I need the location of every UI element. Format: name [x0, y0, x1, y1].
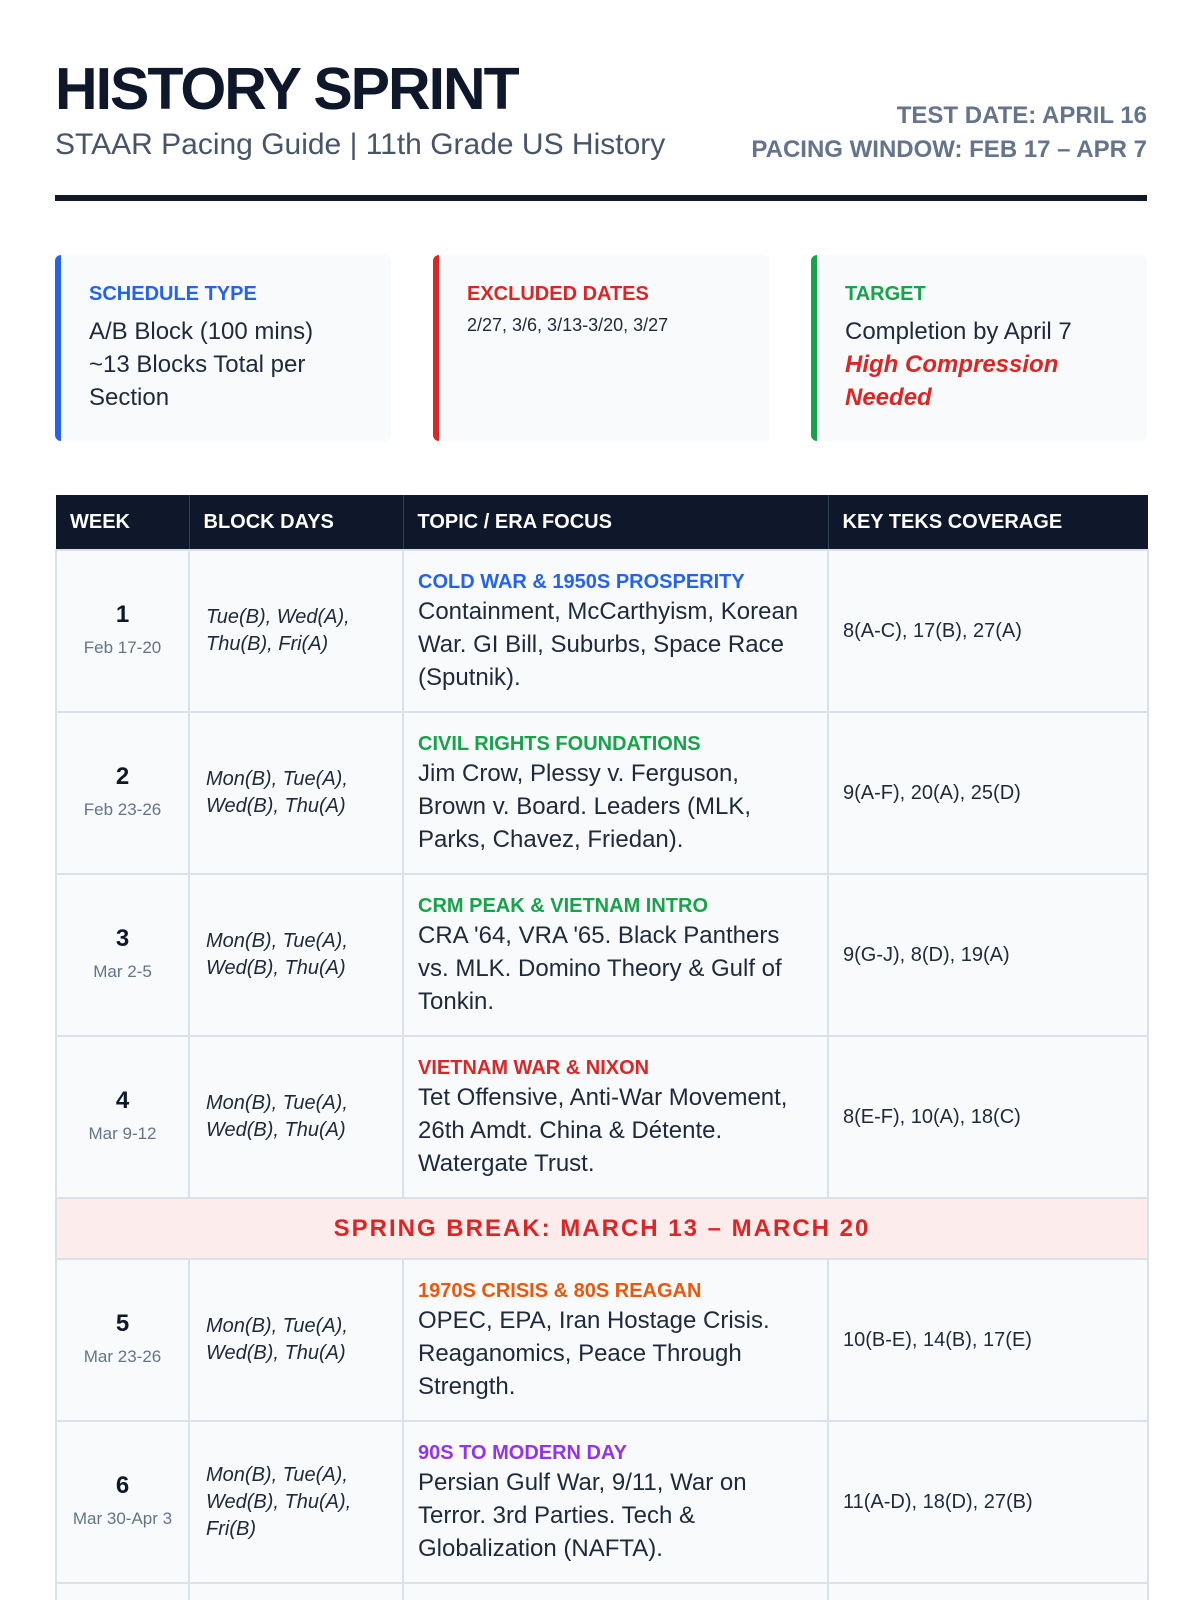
week-number: 2	[115, 762, 130, 790]
table-cell	[403, 1583, 828, 1600]
topic-title: CRM PEAK & VIETNAM INTRO	[418, 894, 708, 917]
week-dates: Mar 30-Apr 3	[72, 1508, 173, 1528]
info-cards	[55, 255, 1147, 441]
week-dates: Mar 23-26	[83, 1346, 162, 1366]
week-dates: Feb 17-20	[83, 637, 162, 657]
topic-description: CRA '64, VRA '65. Black Panthers vs. MLK. Domino Theory & Gulf of Tonkin.	[418, 921, 782, 1015]
pacing-window: PACING WINDOW: FEB 17 – APR 7	[751, 136, 1147, 163]
table-row	[56, 1259, 1148, 1421]
topic-description: Tet Offensive, Anti-War Movement, 26th Amdt. China & Détente. Watergate Trust.	[418, 1083, 788, 1177]
excluded-dates-card	[433, 255, 769, 441]
test-date: TEST DATE: APRIL 16	[896, 102, 1147, 129]
target-card	[811, 255, 1147, 441]
topic-cell	[403, 1036, 828, 1198]
spring-break-label: SPRING BREAK: MARCH 13 – MARCH 20	[56, 1198, 1148, 1259]
card-label: EXCLUDED DATES	[467, 283, 649, 305]
week-dates: Mar 2-5	[93, 961, 152, 981]
table-row	[56, 712, 1148, 874]
topic-cell	[403, 1259, 828, 1421]
week-cell	[56, 1036, 189, 1198]
block-days: Mon(B), Tue(A), Wed(B), Thu(A), Fri(B)	[189, 1421, 403, 1583]
week-dates: Feb 23-26	[83, 799, 162, 819]
topic-title: VIETNAM WAR & NIXON	[418, 1056, 650, 1079]
week-cell	[56, 550, 189, 712]
week-number: 5	[115, 1309, 130, 1337]
block-days: Mon(B), Tue(A), Wed(B), Thu(A)	[189, 874, 403, 1036]
card-body: A/B Block (100 mins) ~13 Blocks Total per Section	[89, 318, 314, 411]
page-subtitle: STAAR Pacing Guide | 11th Grade US History	[55, 128, 666, 161]
teks-coverage: 8(A-C), 17(B), 27(A)	[828, 550, 1148, 712]
schedule-type-card	[55, 255, 391, 441]
card-body: Completion by April 7	[845, 318, 1072, 345]
topic-cell	[403, 712, 828, 874]
table-cell	[56, 1583, 189, 1600]
week-number: 6	[115, 1471, 130, 1499]
topic-title: CIVIL RIGHTS FOUNDATIONS	[418, 732, 701, 755]
topic-title: 1970S CRISIS & 80S REAGAN	[418, 1279, 702, 1302]
table-row	[56, 1036, 1148, 1198]
topic-cell	[403, 1421, 828, 1583]
topic-cell	[403, 874, 828, 1036]
topic-description: Jim Crow, Plessy v. Ferguson, Brown v. Board. Leaders (MLK, Parks, Chavez, Friedan).	[418, 759, 752, 853]
teks-coverage: 9(A-F), 20(A), 25(D)	[828, 712, 1148, 874]
table-cell	[828, 1583, 1148, 1600]
week-cell	[56, 1259, 189, 1421]
week-cell	[56, 712, 189, 874]
topic-cell	[403, 550, 828, 712]
card-note: High Compression Needed	[845, 351, 1059, 411]
block-days: Mon(B), Tue(A), Wed(B), Thu(A)	[189, 1036, 403, 1198]
table-header-row	[56, 495, 1148, 550]
teks-coverage: 11(A-D), 18(D), 27(B)	[828, 1421, 1148, 1583]
block-days: Mon(B), Tue(A), Wed(B), Thu(A)	[189, 712, 403, 874]
topic-description: Containment, McCarthyism, Korean War. GI Bill, Suburbs, Space Race (Sputnik).	[418, 597, 799, 691]
page-title: HISTORY SPRINT	[55, 56, 518, 122]
column-header: BLOCK DAYS	[189, 495, 403, 550]
card-label: SCHEDULE TYPE	[89, 283, 257, 305]
week-number: 4	[115, 1086, 130, 1114]
block-days: Mon(B), Tue(A), Wed(B), Thu(A)	[189, 1259, 403, 1421]
topic-description: Persian Gulf War, 9/11, War on Terror. 3rd Parties. Tech & Globalization (NAFTA).	[418, 1468, 747, 1562]
header-dates	[751, 99, 1147, 167]
teks-coverage: 8(E-F), 10(A), 18(C)	[828, 1036, 1148, 1198]
week-cell	[56, 874, 189, 1036]
table-row	[56, 1421, 1148, 1583]
column-header: KEY TEKS COVERAGE	[828, 495, 1148, 550]
page-header	[55, 55, 1147, 201]
column-header: WEEK	[56, 495, 189, 550]
topic-description: OPEC, EPA, Iran Hostage Crisis. Reaganomics, Peace Through Strength.	[418, 1306, 770, 1400]
block-days: Tue(B), Wed(A), Thu(B), Fri(A)	[189, 550, 403, 712]
table-cell	[189, 1583, 403, 1600]
week-number: 3	[115, 924, 130, 952]
table-row	[56, 874, 1148, 1036]
teks-coverage: 10(B-E), 14(B), 17(E)	[828, 1259, 1148, 1421]
card-body: 2/27, 3/6, 3/13-3/20, 3/27	[467, 315, 669, 335]
pacing-table	[55, 495, 1149, 1600]
table-row	[56, 550, 1148, 712]
teks-coverage: 9(G-J), 8(D), 19(A)	[828, 874, 1148, 1036]
week-number: 1	[115, 600, 130, 628]
table-row-partial	[56, 1583, 1148, 1600]
topic-title: COLD WAR & 1950S PROSPERITY	[418, 570, 745, 593]
card-label: TARGET	[845, 283, 926, 305]
column-header: TOPIC / ERA FOCUS	[403, 495, 828, 550]
topic-title: 90S TO MODERN DAY	[418, 1441, 627, 1464]
spring-break-row	[56, 1198, 1148, 1259]
week-dates: Mar 9-12	[88, 1123, 157, 1143]
week-cell	[56, 1421, 189, 1583]
